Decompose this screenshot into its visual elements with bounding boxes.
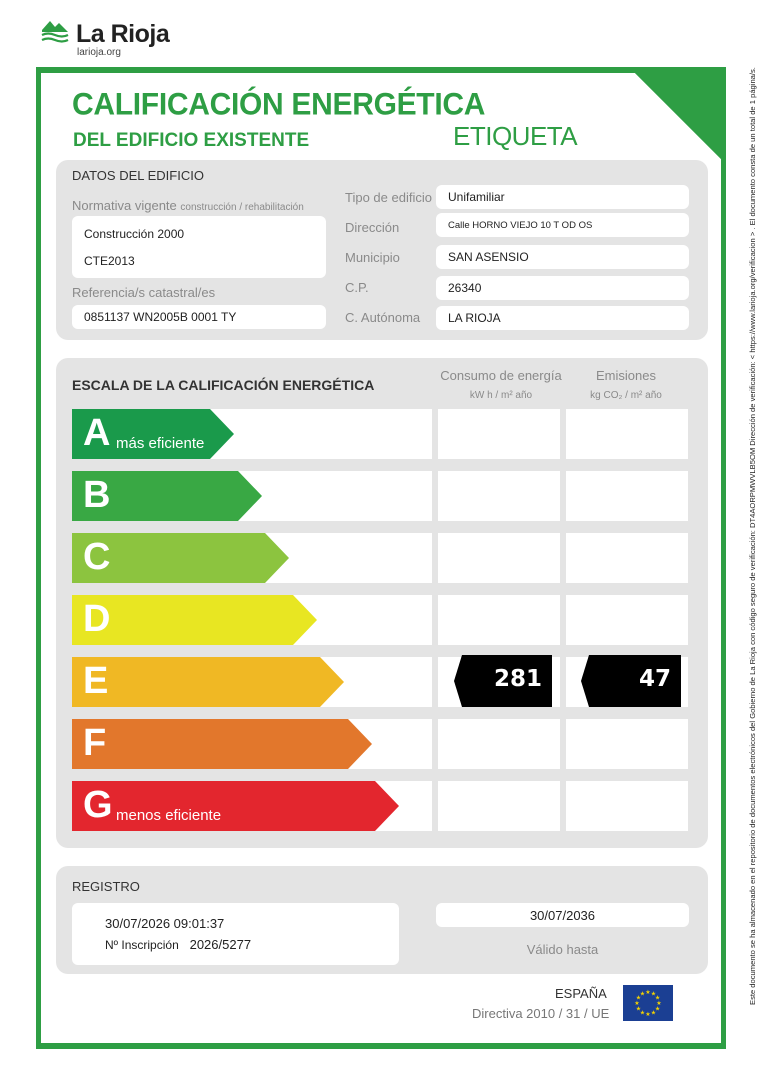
etiqueta-label: ETIQUETA: [453, 121, 578, 151]
cp-label: C.P.: [345, 280, 369, 295]
eu-star-icon: ★: [645, 1012, 651, 1018]
normativa-box: [72, 216, 326, 278]
valido-label: Válido hasta: [526, 942, 599, 957]
country-label: ESPAÑA: [555, 986, 607, 1001]
consumo-cell: [438, 471, 560, 521]
consumo-cell: [438, 719, 560, 769]
consumo-header: Consumo de energía: [440, 368, 562, 383]
autonoma-label: C. Autónoma: [345, 310, 421, 325]
rating-arrow-g: [72, 781, 399, 831]
brand-url: larioja.org: [77, 47, 121, 58]
emisiones-cell: [566, 471, 688, 521]
rating-arrow-b: [72, 471, 262, 521]
eu-star-icon: ★: [656, 1001, 662, 1007]
registro-box: [72, 903, 399, 965]
rating-letter: G: [83, 784, 113, 826]
normativa-value-2: CTE2013: [84, 253, 135, 268]
municipio-value: SAN ASENSIO: [436, 245, 689, 269]
rating-letter: B: [83, 474, 111, 516]
rating-letter: D: [83, 598, 111, 640]
registro-heading: REGISTRO: [72, 879, 140, 894]
verification-note: Este documento se ha almacenado en el repositorio de documentos electrónicos del Gobierno de La Rioja con código seguro de verificación: DT4AORPMWVLB5OM Dirección de verificación: < https://www.larioja.org/verificacion > . El documento consta de un total de 1 página/s.: [748, 67, 757, 1005]
consumo-cell: [438, 595, 560, 645]
eu-star-icon: ★: [654, 995, 661, 1002]
eu-star-icon: ★: [639, 991, 646, 998]
consumo-cell: [438, 409, 560, 459]
consumo-cell: [438, 533, 560, 583]
escala-heading: ESCALA DE LA CALIFICACIÓN ENERGÉTICA: [72, 377, 375, 393]
direccion-label: Dirección: [345, 220, 400, 235]
eu-star-icon: ★: [650, 991, 657, 998]
rating-letter: A: [83, 412, 111, 454]
rating-arrow-c: [72, 533, 289, 583]
page-title: CALIFICACIÓN ENERGÉTICA: [72, 87, 486, 122]
rating-letter: C: [83, 536, 111, 578]
cp-value: 26340: [436, 276, 689, 300]
la-rioja-logo-icon: [40, 18, 70, 44]
rating-arrow-d: [72, 595, 317, 645]
eu-star-icon: ★: [650, 1010, 657, 1017]
tipo-value: Unifamiliar: [436, 185, 689, 209]
direccion-value: Calle HORNO VIEJO 10 T OD OS: [436, 213, 689, 237]
emisiones-cell: [566, 595, 688, 645]
registro-inscripcion: [105, 937, 251, 952]
eu-star-icon: ★: [635, 1006, 642, 1013]
page-subtitle: DEL EDIFICIO EXISTENTE: [73, 130, 310, 151]
normativa-label-text: Normativa vigente: [72, 198, 177, 213]
rating-arrow-a: [72, 409, 234, 459]
inscripcion-label: Nº Inscripción: [105, 938, 179, 952]
consumo-value-badge-text: 281: [493, 666, 542, 692]
municipio-label: Municipio: [345, 250, 400, 265]
eu-star-icon: ★: [639, 1010, 646, 1017]
rating-note: menos eficiente: [116, 807, 222, 824]
emisiones-cell: [566, 781, 688, 831]
registro-fecha: 30/07/2026 09:01:37: [105, 916, 225, 931]
rating-letter: E: [83, 660, 109, 702]
inscripcion-value: 2026/5277: [189, 937, 252, 952]
emisiones-cell: [566, 719, 688, 769]
rating-arrow-f: [72, 719, 372, 769]
consumo-value-badge: [454, 655, 552, 705]
normativa-value-1: Construcción 2000: [84, 226, 185, 241]
emisiones-value-badge: [581, 655, 681, 705]
rating-arrow-e: [72, 657, 344, 707]
normativa-label-small: construcción / rehabilitación: [180, 202, 304, 213]
eu-star-icon: ★: [645, 990, 651, 996]
emisiones-cell: [566, 533, 688, 583]
emisiones-header: Emisiones: [596, 368, 656, 383]
referencia-label: Referencia/s catastral/es: [72, 285, 216, 300]
emisiones-cell: [566, 409, 688, 459]
referencia-value: 0851137 WN2005B 0001 TY: [72, 305, 326, 329]
directive-label: Directiva 2010 / 31 / UE: [472, 1006, 610, 1021]
eu-star-icon: ★: [654, 1006, 661, 1013]
consumo-cell: [438, 781, 560, 831]
normativa-label: [72, 198, 304, 213]
brand-name: La Rioja: [76, 20, 170, 48]
eu-star-icon: ★: [635, 995, 642, 1002]
emisiones-value-badge-text: 47: [638, 666, 671, 692]
eu-star-icon: ★: [634, 1001, 640, 1007]
tipo-label: Tipo de edificio: [345, 190, 432, 205]
rating-letter: F: [83, 722, 107, 764]
rating-note: más eficiente: [116, 435, 205, 452]
consumo-unit: kW h / m² año: [469, 390, 533, 401]
valido-value: 30/07/2036: [436, 903, 689, 927]
eu-flag-icon: [623, 985, 673, 1021]
emisiones-unit: kg CO₂ / m² año: [590, 390, 662, 401]
autonoma-value: LA RIOJA: [436, 306, 689, 330]
datos-heading: DATOS DEL EDIFICIO: [72, 168, 204, 183]
